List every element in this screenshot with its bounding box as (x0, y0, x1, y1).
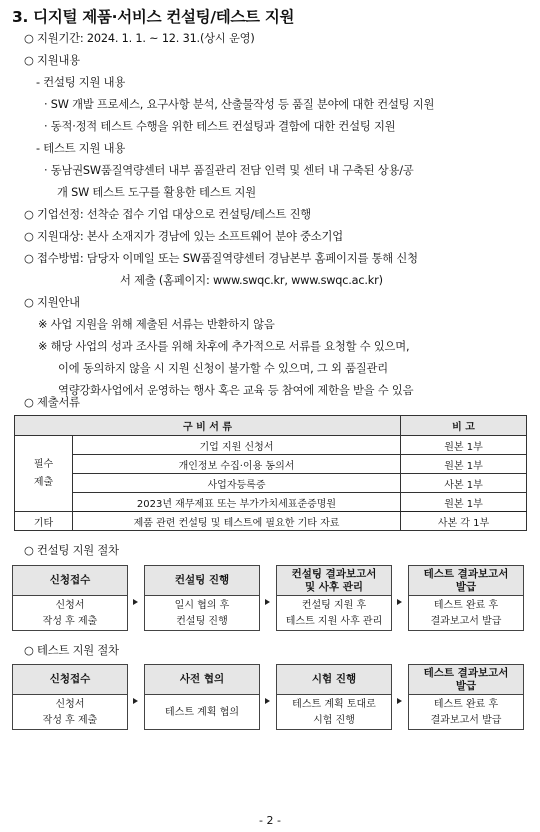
test-item-1: · 동남권SW품질역량센터 내부 품질관리 전담 인력 및 센터 내 구축된 상용/공 (44, 164, 414, 177)
consulting-procedure-flow (12, 565, 528, 631)
flow-step-title: 신청접수 (13, 665, 127, 695)
flow-arrow-icon (265, 599, 270, 605)
flow-step (408, 664, 524, 730)
table-row (15, 493, 527, 512)
flow-arrow-icon (397, 599, 402, 605)
flow-arrow-icon (397, 698, 402, 704)
test-content-heading: - 테스트 지원 내용 (36, 142, 126, 155)
page-number: - 2 - (259, 814, 281, 827)
flow-arrow-icon (265, 698, 270, 704)
flow-step-desc: 테스트 완료 후 결과보고서 발급 (430, 699, 502, 726)
table-row (15, 436, 527, 455)
doc-cell: 2023년 재무제표 또는 부가가치세표준증명원 (73, 493, 401, 512)
group-required-label-1: 필수 (33, 458, 54, 470)
flow-arrow-icon (133, 698, 138, 704)
flow-step-title: 시험 진행 (277, 665, 391, 695)
consulting-item-1: · SW 개발 프로세스, 요구사항 분석, 산출물작성 등 품질 분야에 대한 컨설팅 지원 (44, 98, 435, 111)
flow-step-title: 테스트 결과보고서 발급 (409, 665, 523, 695)
group-required-label-2: 제출 (33, 476, 54, 488)
flow-step-desc: 테스트 완료 후 결과보고서 발급 (430, 600, 502, 627)
flow-step-desc: 신청서 작성 후 제출 (42, 600, 98, 627)
remark-cell: 원본 1부 (401, 493, 527, 512)
group-required (15, 436, 73, 512)
remark-cell: 사본 1부 (401, 474, 527, 493)
group-other: 기타 (15, 512, 73, 531)
header-remarks: 비 고 (401, 416, 527, 436)
flow-step-desc: 일시 협의 후 컨설팅 진행 (174, 600, 230, 627)
consulting-content-heading: - 컨설팅 지원 내용 (36, 76, 126, 89)
table-row (15, 512, 527, 531)
table-row (15, 474, 527, 493)
flow-step-title: 사전 협의 (145, 665, 259, 695)
doc-cell: 기업 지원 신청서 (73, 436, 401, 455)
consulting-item-2: · 동적·정적 테스트 수행을 위한 테스트 컨설팅과 결함에 대한 컨설팅 지원 (44, 120, 396, 133)
header-documents: 구 비 서 류 (15, 416, 401, 436)
guide-note-2: ※ 해당 사업의 성과 조사를 위해 차후에 추가적으로 서류를 요청할 수 있으며, (38, 340, 410, 353)
company-selection: ○ 기업선정: 선착순 접수 기업 대상으로 컨설팅/테스트 진행 (24, 208, 312, 221)
remark-cell: 원본 1부 (401, 455, 527, 474)
remark-cell: 사본 각 1부 (401, 512, 527, 531)
flow-step (408, 565, 524, 631)
remark-cell: 원본 1부 (401, 436, 527, 455)
flow-arrow-icon (133, 599, 138, 605)
documents-heading: ○ 제출서류 (24, 396, 80, 409)
flow-step (12, 664, 128, 730)
flow-step-title: 컨설팅 결과보고서 및 사후 관리 (277, 566, 391, 596)
flow-step (144, 565, 260, 631)
guide-note-2-cont1: 이에 동의하지 않을 시 지원 신청이 불가할 수 있으며, 그 외 품질관리 (58, 362, 388, 375)
section-title: 3. 디지털 제품·서비스 컨설팅/테스트 지원 (12, 8, 295, 26)
support-guide-heading: ○ 지원안내 (24, 296, 80, 309)
table-header-row (15, 416, 527, 436)
guide-note-2-cont2: 역량강화사업에서 운영하는 행사 혹은 교육 등 참여에 제한을 받을 수 있음 (58, 384, 414, 397)
consulting-procedure-heading: ○ 컨설팅 지원 절차 (24, 544, 119, 557)
support-period: ○ 지원기간: 2024. 1. 1. ~ 12. 31.(상시 운영) (24, 32, 255, 45)
doc-cell: 개인정보 수집·이용 동의서 (73, 455, 401, 474)
doc-cell: 사업자등록증 (73, 474, 401, 493)
test-item-1-cont: 개 SW 테스트 도구를 활용한 테스트 지원 (57, 186, 256, 199)
doc-cell: 제품 관련 컨설팅 및 테스트에 필요한 기타 자료 (73, 512, 401, 531)
flow-step (276, 664, 392, 730)
flow-step-desc: 테스트 계획 협의 (165, 707, 239, 718)
support-target: ○ 지원대상: 본사 소재지가 경남에 있는 소프트웨어 분야 중소기업 (24, 230, 343, 243)
test-procedure-flow (12, 664, 528, 730)
application-method: ○ 접수방법: 담당자 이메일 또는 SW품질역량센터 경남본부 홈페이지를 통해 신청 (24, 252, 418, 265)
flow-step-title: 테스트 결과보고서 발급 (409, 566, 523, 596)
guide-note-1: ※ 사업 지원을 위해 제출된 서류는 반환하지 않음 (38, 318, 275, 331)
flow-step-desc: 컨설팅 지원 후 테스트 지원 사후 관리 (285, 600, 383, 627)
flow-step (12, 565, 128, 631)
flow-step-desc: 테스트 계획 토대로 시험 진행 (292, 699, 376, 726)
flow-step-title: 신청접수 (13, 566, 127, 596)
flow-step-title: 컨설팅 진행 (145, 566, 259, 596)
flow-step-desc: 신청서 작성 후 제출 (42, 699, 98, 726)
flow-step (144, 664, 260, 730)
required-documents-table (14, 415, 527, 531)
table-row (15, 455, 527, 474)
flow-step (276, 565, 392, 631)
application-method-cont: 서 제출 (홈페이지: www.swqc.kr, www.swqc.ac.kr) (120, 274, 383, 287)
support-content-heading: ○ 지원내용 (24, 54, 80, 67)
test-procedure-heading: ○ 테스트 지원 절차 (24, 644, 119, 657)
